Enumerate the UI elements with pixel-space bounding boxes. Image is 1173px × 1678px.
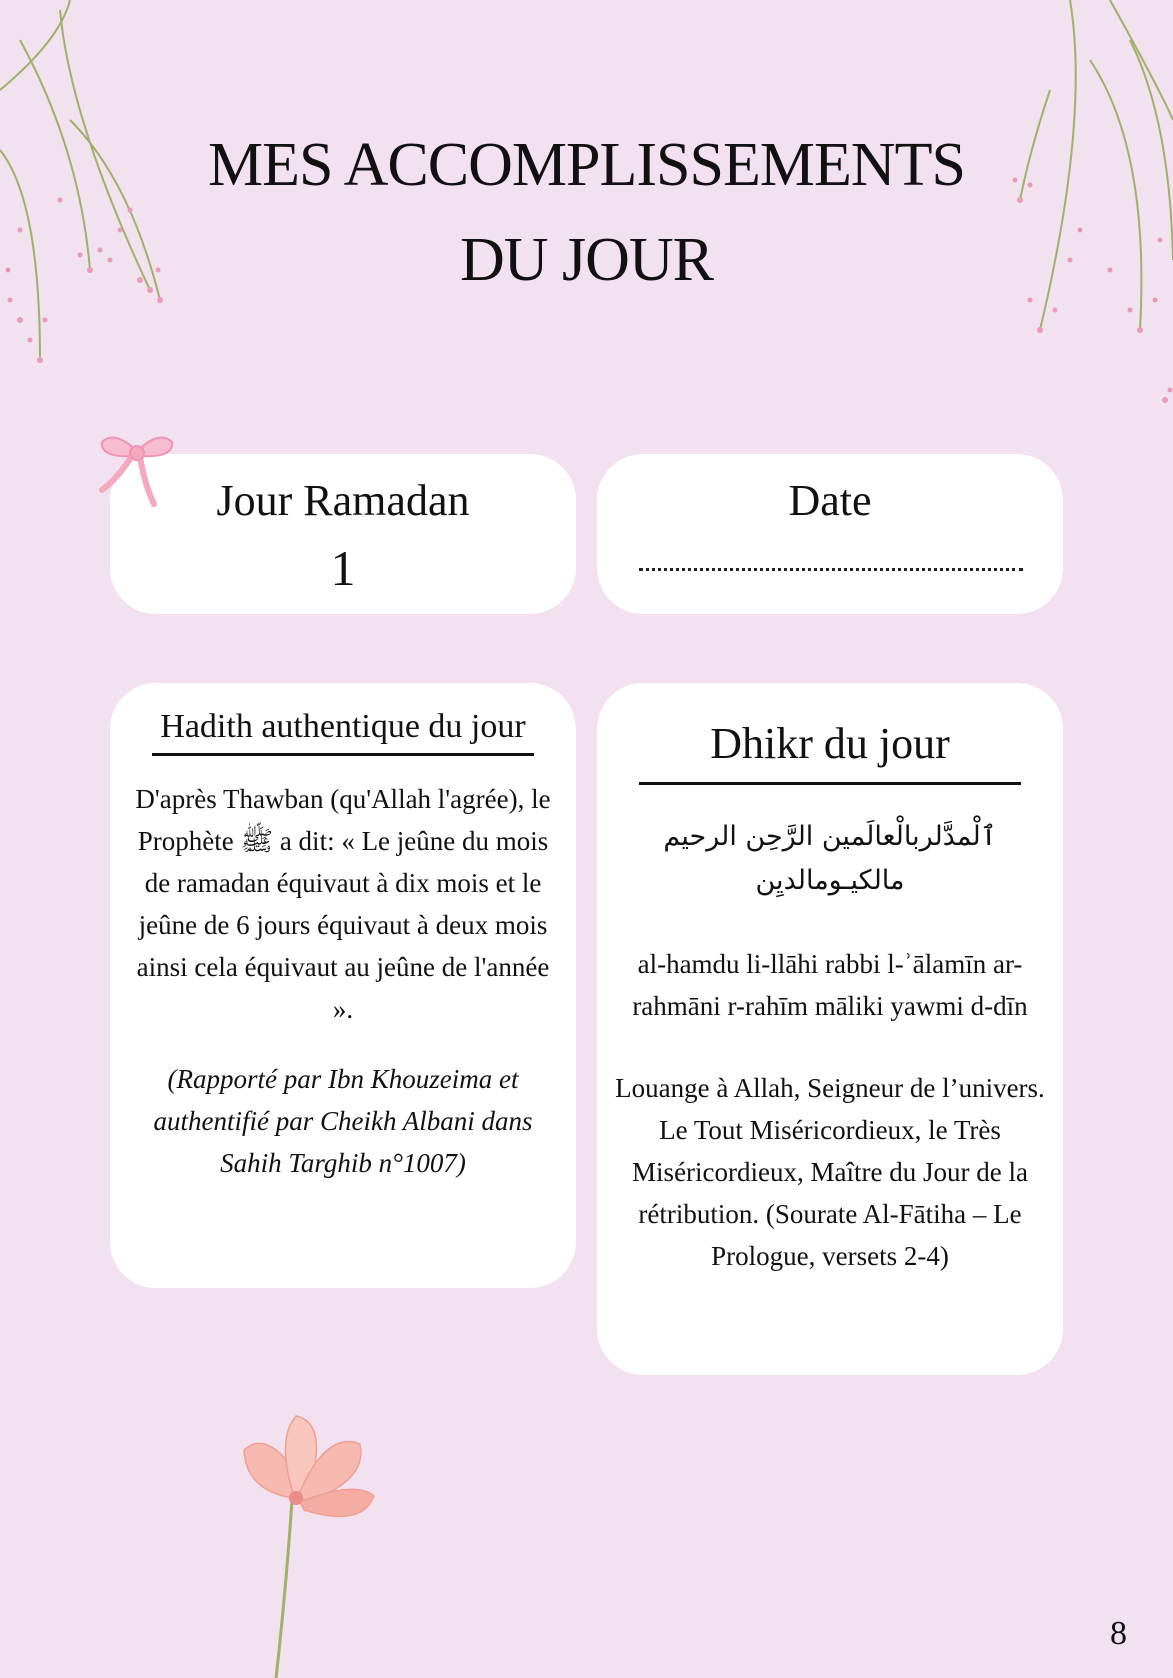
page-number: 8 [1110, 1615, 1127, 1652]
date-card [597, 454, 1063, 614]
page-title-line-2: DU JOUR [459, 226, 714, 294]
ribbon-bow-icon [96, 428, 178, 510]
hadith-heading-underline [152, 753, 534, 756]
hadith-card [110, 683, 576, 1288]
hadith-heading: Hadith authentique du jour [160, 708, 526, 745]
date-field-dotted-line[interactable] [639, 568, 1023, 571]
jour-ramadan-card [110, 454, 576, 614]
dhikr-heading: Dhikr du jour [710, 719, 950, 768]
jour-ramadan-label: Jour Ramadan [216, 476, 470, 525]
dhikr-transliteration: al-hamdu li-llāhi rabbi l-ʾālamīn ar- rahmāni r-rahīm māliki yawmi d-dīn [632, 949, 1028, 1021]
jour-ramadan-value: 1 [330, 540, 356, 596]
dhikr-translation: Louange à Allah, Seigneur de l’univers. Le Tout Miséricordieux, le Très Miséricordieux, Maître du Jour de la rétribution. (Sourate Al-Fātiha – Le Prologue, versets 2-4) [615, 1073, 1045, 1271]
pink-flower-icon [236, 1410, 406, 1678]
dhikr-heading-underline [639, 782, 1021, 785]
date-label: Date [788, 476, 872, 525]
dhikr-arabic-text: ٱلْمدَّلربالْعالَمين الرَّحِن الرحيم مالكيـومالديِن [663, 821, 997, 896]
page-title-line-1: MES ACCOMPLISSEMENTS [208, 131, 965, 199]
hadith-text: D'après Thawban (qu'Allah l'agrée), le Prophète ﷺ a dit: « Le jeûne du mois de ramadan équivaut à dix mois et le jeûne de 6 jours équivaut à deux mois ainsi cela équivaut au jeûne de l'année ». [135, 784, 551, 1024]
hadith-source: (Rapporté par Ibn Khouzeima et authentifié par Cheikh Albani dans Sahih Targhib n°1007) [153, 1064, 533, 1178]
page-title [0, 118, 1173, 308]
dhikr-card [597, 683, 1063, 1375]
